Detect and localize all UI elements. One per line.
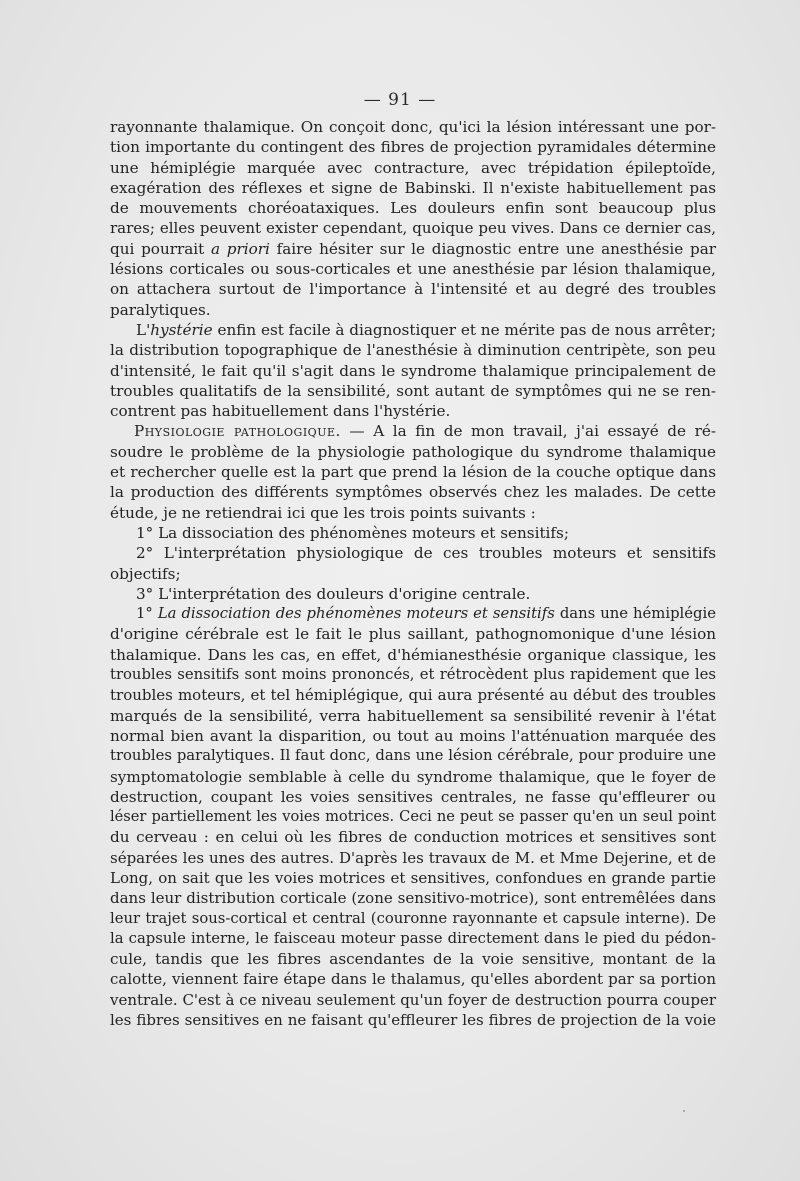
text-run: tion importante du contingent des fibres de projection pyramidales détermine: [110, 138, 716, 157]
text-run: faire hésiter sur le diagnostic entre une anesthésie par: [269, 239, 717, 258]
text-run: calotte, viennent faire étape dans le thalamus, qu'elles abordent par sa portion: [110, 970, 716, 989]
text-line: [110, 421, 716, 441]
text-line: [110, 320, 716, 340]
text-line: [110, 239, 716, 259]
text-line: [110, 259, 716, 279]
text-line: [110, 848, 716, 868]
text-run: de mouvements choréoataxiques. Les douleurs enfin sont beaucoup plus: [110, 199, 716, 218]
text-run: paralytiques.: [110, 300, 211, 319]
body-text: [110, 117, 716, 1030]
text-run: qui pourrait: [110, 239, 211, 258]
text-line: [110, 361, 716, 381]
text-run: normal bien avant la disparition, ou tout au moins l'atténuation marquée des: [110, 726, 716, 745]
text-line: [110, 787, 716, 807]
text-run: 1° La dissociation des phénomènes moteurs et sensitifs;: [136, 523, 569, 542]
list-item: [110, 523, 716, 543]
text-line: [110, 1010, 716, 1030]
list-item: [110, 543, 716, 563]
page-number: — 91 —: [363, 90, 437, 110]
text-run: — A la fin de mon travail, j'ai essayé de ré-: [340, 422, 716, 441]
text-run: étude, je ne retiendrai ici que les trois points suivants :: [110, 503, 536, 522]
text-line: [110, 929, 716, 949]
text-line: [110, 726, 716, 746]
text-run: la distribution topographique de l'anesthésie à diminution centripète, son peu: [110, 341, 716, 360]
italic-term: a priori: [211, 239, 270, 258]
text-line: [110, 340, 716, 360]
text-run: 3° L'interprétation des douleurs d'origine centrale.: [136, 584, 531, 603]
text-line: [110, 137, 716, 157]
text-run: on attachera surtout de l'importance à l'intensité et au degré des troubles: [110, 280, 716, 299]
text-run: thalamique. Dans les cas, en effet, d'hémianesthésie organique classique, les: [110, 645, 716, 664]
text-line: [110, 624, 716, 644]
text-line: [110, 909, 716, 929]
text-line: [110, 462, 716, 482]
text-line: [110, 767, 716, 787]
text-line: [110, 300, 716, 320]
text-run: 1°: [136, 605, 158, 623]
text-run: troubles sensitifs sont moins prononcés, et rétrocèdent plus rapidement que les: [110, 666, 716, 684]
italic-term: hystérie: [150, 320, 213, 339]
text-line: [110, 482, 716, 502]
text-run: L': [136, 320, 151, 339]
text-run: exagération des réflexes et signe de Babinski. Il n'existe habituellement pas: [110, 178, 716, 197]
text-line: [110, 827, 716, 847]
text-line: [110, 401, 716, 421]
text-line: [110, 990, 716, 1010]
text-line: [110, 807, 716, 827]
text-run: 2° L'interprétation physiologique de ces troubles moteurs et sensitifs: [136, 544, 716, 563]
text-run: troubles moteurs, et tel hémiplégique, qui aura présenté au début des troubles: [110, 686, 716, 705]
text-line: [110, 158, 716, 178]
paper-speck: [683, 1110, 685, 1112]
text-run: ventrale. C'est à ce niveau seulement qu'un foyer de destruction pourra couper: [110, 990, 716, 1009]
text-run: enfin est facile à diagnostiquer et ne mérite pas de nous arrêter;: [212, 320, 717, 339]
text-run: la production des différents symptômes observés chez les malades. De cette: [110, 483, 716, 502]
text-line: [110, 442, 716, 462]
text-line: [110, 888, 716, 908]
text-run: les fibres sensitives en ne faisant qu'effleurer les fibres de projection de la voie: [110, 1011, 716, 1030]
text-run: rayonnante thalamique. On conçoit donc, qu'ici la lésion intéressant une por-: [110, 118, 716, 136]
text-run: et rechercher quelle est la part que prend la lésion de la couche optique dans: [110, 463, 716, 482]
text-line: [110, 218, 716, 238]
text-line: [110, 685, 716, 705]
section-heading: Physiologie pathologique.: [134, 422, 341, 441]
text-run: dans une hémiplégie: [554, 605, 716, 623]
text-line: [110, 949, 716, 969]
text-run: troubles paralytiques. Il faut donc, dans une lésion cérébrale, pour produire une: [110, 747, 716, 765]
text-line: [110, 645, 716, 665]
text-line: [110, 969, 716, 989]
text-run: la capsule interne, le faisceau moteur passe directement dans le pied du pédon-: [110, 929, 716, 947]
text-line: [110, 279, 716, 299]
text-run: lésions corticales ou sous-corticales et une anesthésie par lésion thalamique,: [110, 260, 716, 279]
text-run: d'origine cérébrale est le fait le plus saillant, pathognomonique d'une lésion: [110, 625, 716, 644]
text-run: du cerveau : en celui où les fibres de conduction motrices et sensitives sont: [110, 828, 716, 847]
text-line: [110, 198, 716, 218]
text-run: destruction, coupant les voies sensitives centrales, ne fasse qu'effleurer ou: [110, 787, 716, 806]
text-run: léser partiellement les voies motrices. Ceci ne peut se passer qu'en un seul point: [110, 808, 716, 826]
text-run: objectifs;: [110, 564, 181, 583]
text-line: [110, 665, 716, 685]
text-line: [110, 503, 716, 523]
text-run: leur trajet sous-cortical et central (couronne rayonnante et capsule interne). De: [110, 909, 716, 927]
text-line: [110, 706, 716, 726]
text-run: cule, tandis que les fibres ascendantes de la voie sensitive, montant de la: [110, 950, 716, 969]
list-item: [110, 584, 716, 604]
text-line: [110, 604, 716, 624]
text-run: symptomatologie semblable à celle du syndrome thalamique, que le foyer de: [110, 767, 716, 786]
text-line: [110, 564, 716, 584]
text-run: contrent pas habituellement dans l'hystérie.: [110, 402, 451, 421]
text-run: soudre le problème de la physiologie pathologique du syndrome thalamique: [110, 442, 716, 461]
text-run: rares; elles peuvent exister cependant, quoique peu vives. Dans ce dernier cas,: [110, 219, 716, 238]
text-line: [110, 117, 716, 137]
text-run: d'intensité, le fait qu'il s'agit dans le syndrome thalamique principalement de: [110, 361, 716, 380]
text-run: troubles qualitatifs de la sensibilité, sont autant de symptômes qui ne se ren-: [110, 381, 716, 400]
text-run: Long, on sait que les voies motrices et sensitives, confondues en grande partie: [110, 868, 716, 887]
text-line: [110, 381, 716, 401]
text-run: une hémiplégie marquée avec contracture, avec trépidation épileptoïde,: [110, 158, 716, 177]
text-line: [110, 178, 716, 198]
text-run: séparées les unes des autres. D'après les travaux de M. et Mme Dejerine, et de: [110, 848, 716, 867]
text-line: [110, 868, 716, 888]
text-run: dans leur distribution corticale (zone sensitivo-motrice), sont entremêlées dans: [110, 889, 716, 908]
text-run: marqués de la sensibilité, verra habituellement sa sensibilité revenir à l'état: [110, 706, 716, 725]
text-line: [110, 746, 716, 766]
italic-term: La dissociation des phénomènes moteurs et sensitifs: [157, 605, 555, 623]
